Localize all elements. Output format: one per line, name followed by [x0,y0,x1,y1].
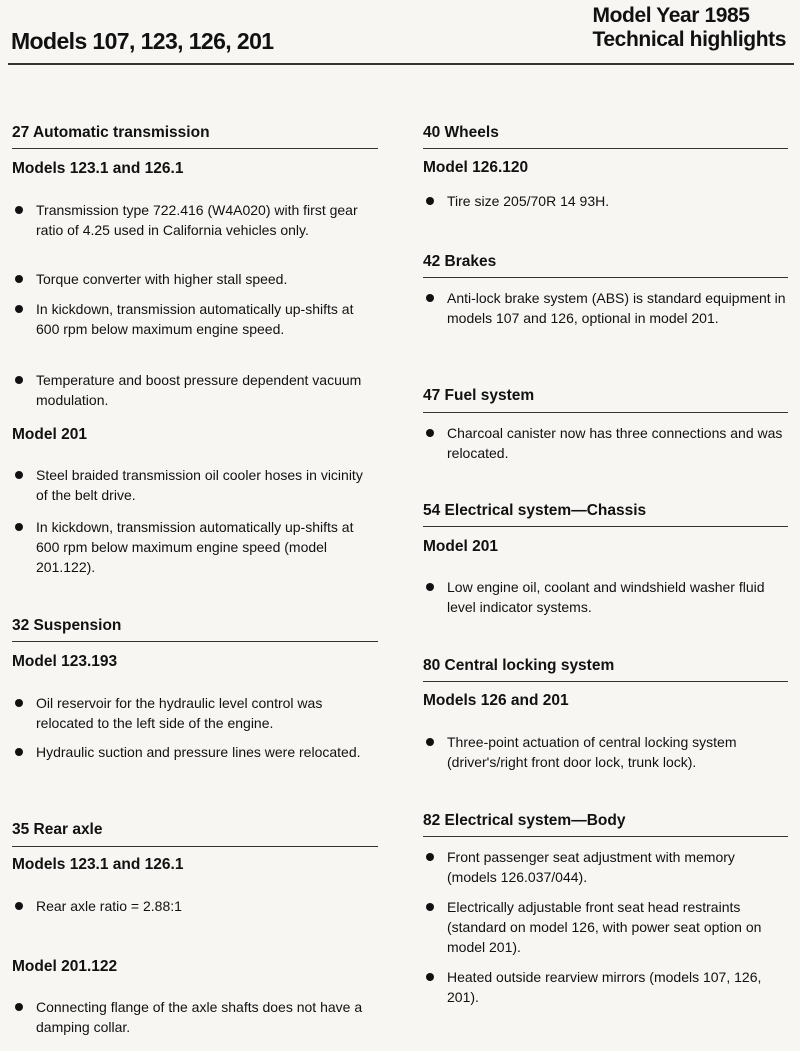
bullet-icon [15,275,23,283]
list-item: Temperature and boost pressure dependent vacuum modulation. [12,370,378,410]
list-item: Hydraulic suction and pressure lines were relocated. [12,742,378,762]
list-item: Heated outside rearview mirrors (models 107, 126, 201). [423,967,788,1007]
subheading: Model 126.120 [423,159,529,176]
list-item: Front passenger seat adjustment with memory (models 126.037/044). [423,847,788,887]
bullet-icon [426,583,434,591]
bullet-icon [426,853,434,861]
bullet-icon [426,429,434,437]
document-subtitle [593,4,786,52]
section-divider [423,526,788,527]
bullet-icon [426,197,434,205]
section-title-suspension: 32 Suspension [12,617,122,634]
subheading: Models 123.1 and 126.1 [12,160,184,177]
section-divider [12,641,378,642]
subheading: Model 201.122 [12,958,118,975]
header-divider [8,63,794,65]
bullet-icon [15,376,23,384]
list-item: Anti-lock brake system (ABS) is standard equipment in models 107 and 126, optional in model 201. [423,288,788,328]
technical-highlights-line: Technical highlights [592,28,786,51]
subheading: Models 123.1 and 126.1 [12,856,184,873]
section-title-automatic-transmission: 27 Automatic transmission [12,124,210,141]
list-item: Steel braided transmission oil cooler hoses in vicinity of the belt drive. [12,465,378,505]
list-item: Low engine oil, coolant and windshield washer fluid level indicator systems. [423,577,788,617]
section-divider [12,846,378,847]
bullet-icon [15,1003,23,1011]
section-divider [423,412,788,413]
list-item: Three-point actuation of central locking system (driver's/right front door lock, trunk lock). [423,732,788,772]
bullet-icon [15,471,23,479]
list-item: Oil reservoir for the hydraulic level control was relocated to the left side of the engine. [12,693,378,733]
list-item: Transmission type 722.416 (W4A020) with first gear ratio of 4.25 used in California vehicles only. [12,200,378,240]
bullet-icon [15,699,23,707]
list-item: Torque converter with higher stall speed. [12,269,378,289]
bullet-icon [15,206,23,214]
list-item: Rear axle ratio = 2.88:1 [12,896,378,916]
list-item: Tire size 205/70R 14 93H. [423,191,788,211]
subheading: Model 201 [423,538,498,555]
bullet-icon [426,903,434,911]
model-year-line: Model Year 1985 [592,4,750,27]
section-title-wheels: 40 Wheels [423,124,499,141]
section-title-brakes: 42 Brakes [423,253,497,270]
bullet-icon [426,973,434,981]
bullet-icon [15,523,23,531]
section-divider [423,681,788,682]
subheading: Model 201 [12,426,87,443]
list-item: Connecting flange of the axle shafts does not have a damping collar. [12,997,378,1037]
bullet-icon [15,748,23,756]
section-divider [423,836,788,837]
section-title-rear-axle: 35 Rear axle [12,821,103,838]
bullet-icon [426,294,434,302]
section-title-fuel-system: 47 Fuel system [423,387,535,404]
section-divider [423,148,788,149]
bullet-icon [15,902,23,910]
section-divider [423,277,788,278]
subheading: Model 123.193 [12,653,118,670]
list-item: Electrically adjustable front seat head restraints (standard on model 126, with power seat option on model 201). [423,897,788,957]
list-item: In kickdown, transmission automatically up-shifts at 600 rpm below maximum engine speed (model 201.122). [12,517,378,577]
section-title-central-locking: 80 Central locking system [423,657,615,674]
section-divider [12,148,378,149]
section-title-electrical-body: 82 Electrical system—Body [423,812,626,829]
bullet-icon [426,738,434,746]
bullet-icon [15,305,23,313]
list-item: Charcoal canister now has three connections and was relocated. [423,423,788,463]
document-title: Models 107, 123, 126, 201 [11,28,274,54]
subheading: Models 126 and 201 [423,692,569,709]
section-title-electrical-chassis: 54 Electrical system—Chassis [423,502,647,519]
list-item: In kickdown, transmission automatically up-shifts at 600 rpm below maximum engine speed. [12,299,378,339]
